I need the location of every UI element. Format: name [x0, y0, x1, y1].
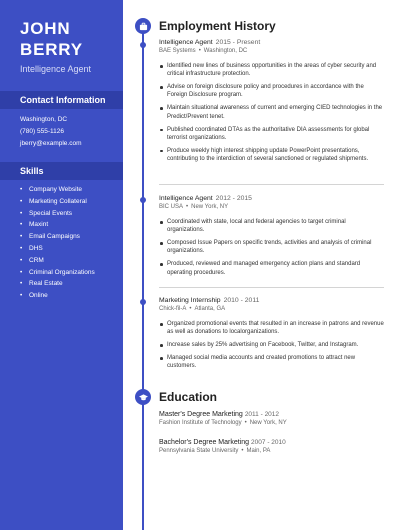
graduation-cap-icon	[135, 389, 151, 405]
skill-item: • Online	[20, 290, 95, 302]
skills-heading: Skills	[0, 162, 123, 180]
skill-item: • DHS	[20, 243, 95, 255]
edu-degree: Master's Degree Marketing	[159, 411, 243, 418]
skill-item: • Maxint	[20, 219, 95, 231]
skill-item: • Criminal Organizations	[20, 267, 95, 279]
job-entry: Marketing Internship 2010 - 2011 Chick-fil-A • Atlanta, GA Organized promotional events that resulted in an increase in patrons and revenue as well as donations to localorganizations. Increase sales by 25% advertising on Facebook, Twitter, and Instagram. Managed social media accounts and created promotions to attract new customers.	[159, 297, 384, 370]
contact-email[interactable]: jberry@example.com	[20, 140, 82, 147]
job-role: Intelligence Agent	[159, 39, 213, 46]
divider	[159, 184, 384, 185]
job-bullets	[159, 218, 384, 277]
job-bullet: Coordinated with state, local and federal agencies to target criminal organizations.	[159, 218, 384, 235]
skills-list	[20, 184, 95, 302]
skill-item: • Special Events	[20, 208, 95, 220]
edu-school: Fashion Institute of Technology	[159, 420, 242, 426]
job-location: Washington, DC	[203, 48, 248, 54]
job-bullet: Published coordinated DTAs as the authoritative DIA assessments for global terrorist organizations.	[159, 126, 384, 143]
timeline-dot	[140, 197, 146, 203]
edu-degree: Bachelor's Degree Marketing	[159, 439, 250, 446]
job-location: Atlanta, GA	[194, 306, 226, 312]
job-role: Marketing Internship	[159, 297, 221, 304]
timeline-line	[142, 26, 144, 530]
edu-location: Main, PA	[246, 448, 271, 454]
edu-location: New York, NY	[249, 420, 287, 426]
job-bullet: Produce weekly high interest shipping update PowerPoint presentations, contributing to the interdiction of several sanctioned or regulated shipments.	[159, 147, 384, 164]
divider	[159, 287, 384, 288]
name-last: BERRY	[20, 40, 83, 59]
job-bullet: Identified new lines of business opportunities in the areas of cyber security and critical infrastructure protection.	[159, 62, 384, 79]
skill-item: • Company Website	[20, 184, 95, 196]
job-company: Chick-fil-A	[159, 306, 187, 312]
job-bullet: Advise on foreign disclosure policy and procedures in accordance with the Foreign Disclosure program.	[159, 83, 384, 100]
education-entry: Bachelor's Degree Marketing 2007 - 2010 Pennsylvania State University • Main, PA	[159, 439, 286, 454]
job-bullet: Produced, reviewed and managed emergency action plans and standard operating procedures.	[159, 260, 384, 277]
edu-dates: 2011 - 2012	[244, 411, 280, 418]
job-dates: 2015 - Present	[215, 39, 261, 46]
skill-item: • Marketing Collateral	[20, 196, 95, 208]
job-bullet: Maintain situational awareness of current and emerging CIED technologies in the Predict/Prevent tenet.	[159, 104, 384, 121]
skill-item: • Email Campaigns	[20, 231, 95, 243]
timeline-dot	[140, 299, 146, 305]
employment-heading: Employment History	[159, 19, 276, 33]
job-bullet: Organized promotional events that resulted in an increase in patrons and revenue as well as donations to localorganizations.	[159, 320, 384, 337]
skill-item: • Real Estate	[20, 278, 95, 290]
job-role: Intelligence Agent	[159, 195, 213, 202]
job-company: BAE Systems	[159, 48, 196, 54]
job-bullet: Composed Issue Papers on specific trends, activities and analysis of criminal organizations.	[159, 239, 384, 256]
job-entry: Intelligence Agent 2015 - Present BAE Systems • Washington, DC Identified new lines of business opportunities in the areas of cyber security and critical infrastructure protection. Advise on foreign disclosure policy and procedures in accordance with the Foreign Disclosure program. Maintain situational awareness of current and emerging CIED technologies in the Predict/Prevent tenet. Published coordinated DTAs as the authoritative DIA assessments for global terrorist organizations. Produce weekly high interest shipping update PowerPoint presentations, contributing to the interdiction of several sanctioned or regulated shipments.	[159, 39, 383, 163]
job-entry: Intelligence Agent 2012 - 2015 BIC USA • New York, NY Coordinated with state, local and federal agencies to target criminal organizations. Composed Issue Papers on specific trends, activities and analysis of criminal organizations. Produced, reviewed and managed emergency action plans and standard operating procedures.	[159, 194, 384, 282]
job-dates: 2010 - 2011	[223, 297, 260, 304]
education-entry: Master's Degree Marketing 2011 - 2012 Fashion Institute of Technology • New York, NY	[159, 411, 287, 426]
job-location: New York, NY	[191, 204, 229, 210]
timeline-dot	[140, 42, 146, 48]
edu-dates: 2007 - 2010	[251, 439, 286, 446]
contact-list	[20, 114, 82, 150]
contact-heading: Contact Information	[0, 91, 123, 109]
skill-item: • CRM	[20, 255, 95, 267]
candidate-title: Intelligence Agent	[20, 64, 92, 74]
job-bullets	[159, 320, 384, 371]
briefcase-icon	[135, 18, 151, 34]
job-dates: 2012 - 2015	[215, 195, 252, 202]
job-bullets	[159, 62, 384, 163]
edu-school: Pennsylvania State University	[159, 448, 239, 454]
job-bullet: Managed social media accounts and created promotions to attract new customers.	[159, 354, 384, 371]
contact-phone[interactable]: (780) 555-1126	[20, 128, 64, 135]
job-bullet: Increase sales by 25% advertising on Facebook, Twitter, and Instagram.	[159, 341, 384, 349]
job-company: BIC USA	[159, 204, 184, 210]
sidebar	[0, 0, 123, 530]
education-heading: Education	[159, 390, 218, 404]
name-first: JOHN	[20, 19, 71, 38]
candidate-name	[20, 18, 83, 60]
contact-location: Washington, DC	[20, 116, 68, 123]
